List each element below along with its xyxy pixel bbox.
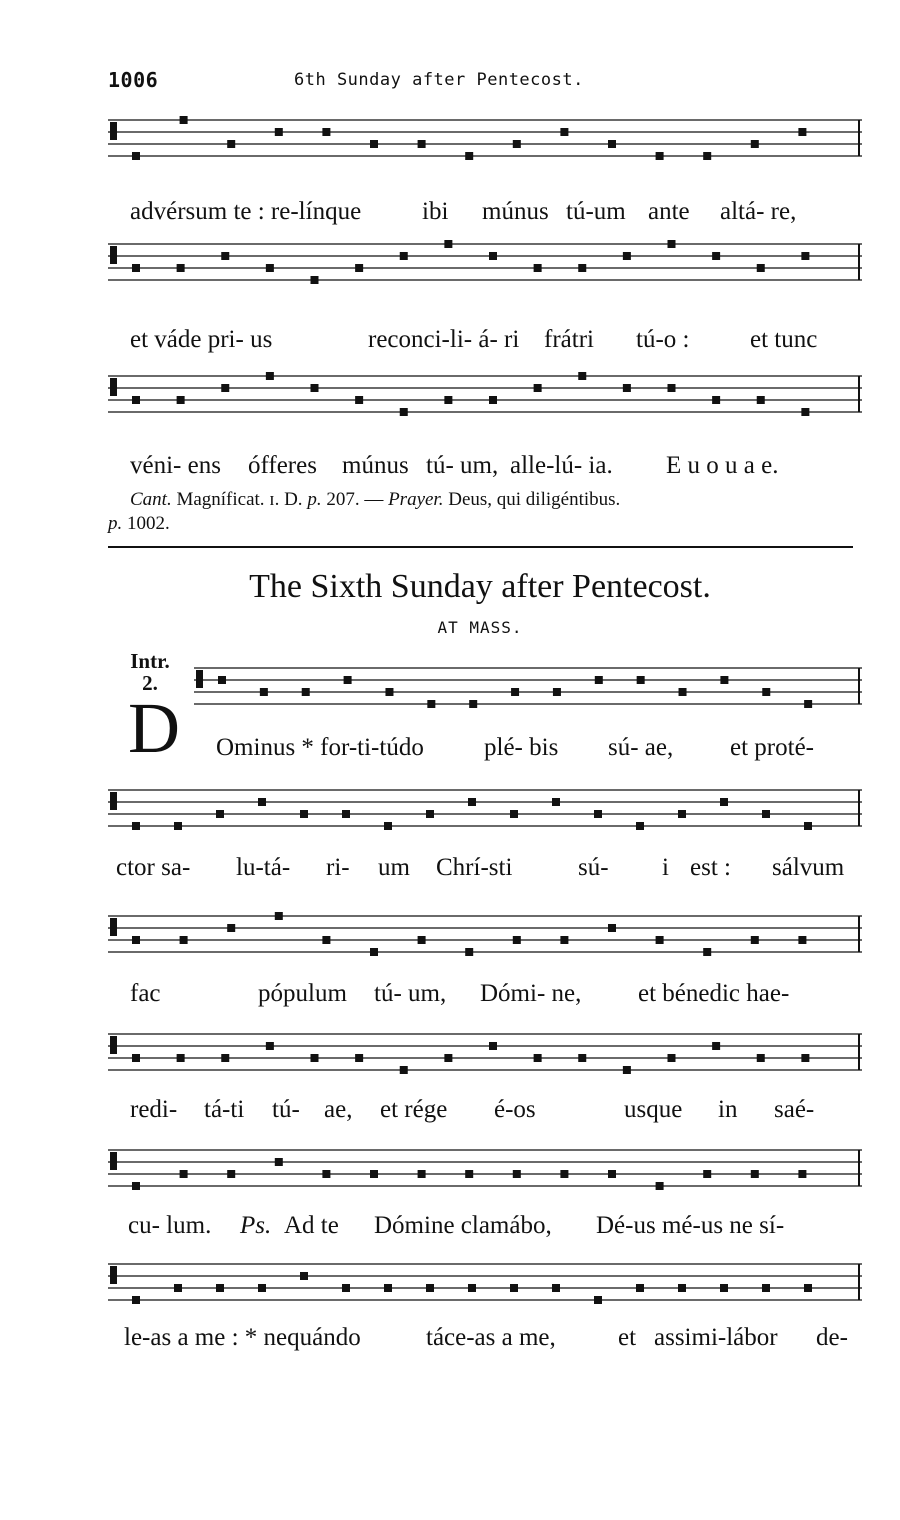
neume xyxy=(132,152,140,160)
neume xyxy=(275,128,283,136)
neume xyxy=(656,152,664,160)
neume xyxy=(427,700,435,708)
ref-page-number-2: 1002. xyxy=(127,513,170,534)
ref-cant-label: Cant. xyxy=(130,489,172,510)
ref-canticle: Magníficat. ɪ. D. xyxy=(176,489,303,510)
lyric-line-3 xyxy=(108,452,868,676)
lyric-syllable: ófferes xyxy=(248,452,317,479)
neume xyxy=(322,128,330,136)
lyric-syllable: usque xyxy=(624,1096,683,1123)
lyric-syllable: tú-um xyxy=(566,198,626,225)
lyric-syllable: frátri xyxy=(544,326,594,353)
neume xyxy=(385,688,393,696)
section-divider xyxy=(108,546,853,548)
lyric-line-9 xyxy=(108,1324,868,1520)
lyric-syllable: de- xyxy=(816,1324,848,1351)
clef-sign xyxy=(196,670,203,688)
lyric-syllable: lu-tá- xyxy=(236,854,291,881)
drop-cap: D xyxy=(128,688,180,768)
lyric-syllable: ibi xyxy=(422,198,449,225)
lyric-syllable: Dé-us mé-us ne sí- xyxy=(596,1212,785,1239)
lyric-syllable: redi- xyxy=(130,1096,178,1123)
lyric-syllable: advérsum te : re-línque xyxy=(130,198,362,225)
neume xyxy=(637,676,645,684)
section-subtitle: AT MASS. xyxy=(437,618,523,637)
lyric-syllable: et tunc xyxy=(750,326,818,353)
neume xyxy=(370,140,378,148)
neume xyxy=(344,676,352,684)
neume xyxy=(260,688,268,696)
neume xyxy=(513,140,521,148)
lyric-syllable: é-os xyxy=(494,1096,536,1123)
lyric-syllable: sú- xyxy=(578,854,609,881)
lyric-syllable: táce-as a me, xyxy=(426,1324,556,1351)
neume xyxy=(469,700,477,708)
lyric-syllable: saé- xyxy=(774,1096,815,1123)
neume xyxy=(608,140,616,148)
mode-label-intr: Intr. xyxy=(130,649,170,673)
neume xyxy=(751,140,759,148)
lyric-syllable: tú- um, xyxy=(374,980,447,1007)
lyric-syllable: Dómi- ne, xyxy=(480,980,582,1007)
lyric-syllable: le-as a me : * nequándo xyxy=(124,1324,361,1351)
lyric-syllable: et proté- xyxy=(730,734,814,761)
neume xyxy=(302,688,310,696)
lyric-syllable: tú- um, xyxy=(426,452,499,479)
lyric-syllable: Ad te xyxy=(284,1212,339,1239)
lyric-syllable: et xyxy=(618,1324,637,1351)
lyric-syllable: alle-lú- ia. xyxy=(510,452,613,479)
lyric-syllable: tú- xyxy=(272,1096,300,1123)
neume xyxy=(511,688,519,696)
lyric-syllable: múnus xyxy=(482,198,549,225)
lyric-syllable: et váde pri- us xyxy=(130,326,273,353)
ref-prayer-text: Deus, qui diligéntibus. xyxy=(448,489,621,510)
lyric-syllable: i xyxy=(662,854,669,881)
lyric-syllable: reconci-li- á- ri xyxy=(368,326,520,353)
neume xyxy=(218,676,226,684)
staff-system-1 xyxy=(108,112,862,172)
lyric-syllable: tá-ti xyxy=(204,1096,245,1123)
page-header xyxy=(108,68,868,98)
neume xyxy=(703,152,711,160)
neume xyxy=(762,688,770,696)
page-number: 1006 xyxy=(108,68,159,92)
neume xyxy=(465,152,473,160)
lyric-syllable: altá- re, xyxy=(720,198,797,225)
lyric-syllable: assimi-lábor xyxy=(654,1324,778,1351)
lyric-syllable: plé- bis xyxy=(484,734,559,761)
lyric-syllable: Dómine clamábo, xyxy=(374,1212,552,1239)
neume xyxy=(227,140,235,148)
lyric-syllable: Ominus * for-ti-túdo xyxy=(216,734,424,761)
lyric-syllable: E u o u a e. xyxy=(666,452,779,479)
ref-page-number: 207. — xyxy=(326,489,384,510)
lyric-syllable: múnus xyxy=(342,452,409,479)
neume xyxy=(180,116,188,124)
running-head: 6th Sunday after Pentecost. xyxy=(294,70,584,90)
reference-note-line-2 xyxy=(108,512,848,536)
neume xyxy=(595,676,603,684)
lyric-syllable: ri- xyxy=(326,854,350,881)
ref-prayer-label: Prayer. xyxy=(388,489,444,510)
lyric-syllable: in xyxy=(718,1096,738,1123)
lyric-psalm-label: Ps. xyxy=(240,1212,272,1239)
lyric-syllable: cu- lum. xyxy=(128,1212,212,1239)
neume xyxy=(418,140,426,148)
ref-page-abbrev-2: p. xyxy=(108,513,123,534)
lyric-syllable: est : xyxy=(690,854,731,881)
lyric-syllable: um xyxy=(378,854,410,881)
lyric-syllable: ante xyxy=(648,198,690,225)
lyric-syllable: sálvum xyxy=(772,854,845,881)
lyric-syllable: véni- ens xyxy=(130,452,221,479)
neume xyxy=(798,128,806,136)
lyric-syllable: tú-o : xyxy=(636,326,690,353)
lyric-syllable: ctor sa- xyxy=(116,854,191,881)
clef-sign xyxy=(110,122,117,140)
neume xyxy=(560,128,568,136)
section-title: The Sixth Sunday after Pentecost. xyxy=(249,568,711,605)
neume xyxy=(804,700,812,708)
neume xyxy=(720,676,728,684)
staff-system-4 xyxy=(194,660,862,720)
lyric-syllable: pópulum xyxy=(258,980,347,1007)
lyric-syllable: Chrí-sti xyxy=(436,854,513,881)
lyric-syllable: ae, xyxy=(324,1096,353,1123)
mode-label-number: 2. xyxy=(142,671,158,695)
lyric-syllable: fac xyxy=(130,980,161,1007)
neume xyxy=(553,688,561,696)
lyric-syllable: et rége xyxy=(380,1096,448,1123)
ref-page-abbrev: p. xyxy=(307,489,322,510)
neume xyxy=(679,688,687,696)
reference-note xyxy=(130,488,870,512)
lyric-syllable: et bénedic hae- xyxy=(638,980,790,1007)
lyric-syllable: sú- ae, xyxy=(608,734,674,761)
